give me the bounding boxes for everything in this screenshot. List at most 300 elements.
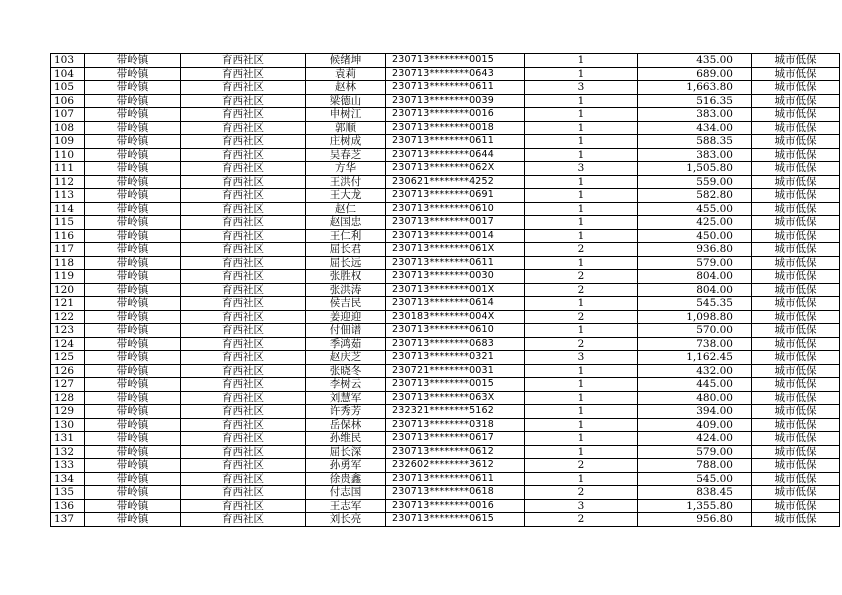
amount-cell: 1,663.80 — [638, 81, 752, 95]
table-row — [51, 256, 840, 270]
assistance-type-cell: 城市低保 — [752, 297, 840, 311]
community-cell: 育西社区 — [181, 378, 306, 392]
table-row — [51, 513, 840, 527]
community-cell: 育西社区 — [181, 418, 306, 432]
recipient-name-cell: 付志国 — [306, 486, 386, 500]
recipient-name-cell: 李树云 — [306, 378, 386, 392]
amount-cell: 435.00 — [638, 54, 752, 68]
recipient-name-cell: 赵庆芝 — [306, 351, 386, 365]
assistance-type-cell: 城市低保 — [752, 108, 840, 122]
id-number-cell: 230721********0031 — [386, 364, 525, 378]
row-number-cell: 106 — [51, 94, 85, 108]
recipient-name-cell: 赵林 — [306, 81, 386, 95]
amount-cell: 579.00 — [638, 256, 752, 270]
table-row — [51, 445, 840, 459]
amount-cell: 425.00 — [638, 216, 752, 230]
row-number-cell: 103 — [51, 54, 85, 68]
household-count-cell: 1 — [525, 94, 638, 108]
id-number-cell: 230621********4252 — [386, 175, 525, 189]
id-number-cell: 230713********0321 — [386, 351, 525, 365]
amount-cell: 1,162.45 — [638, 351, 752, 365]
recipient-name-cell: 侯吉民 — [306, 297, 386, 311]
amount-cell: 1,355.80 — [638, 499, 752, 513]
recipient-name-cell: 孙勇军 — [306, 459, 386, 473]
recipient-name-cell: 张晓冬 — [306, 364, 386, 378]
household-count-cell: 1 — [525, 364, 638, 378]
row-number-cell: 120 — [51, 283, 85, 297]
household-count-cell: 1 — [525, 405, 638, 419]
household-count-cell: 1 — [525, 418, 638, 432]
assistance-type-cell: 城市低保 — [752, 513, 840, 527]
row-number-cell: 131 — [51, 432, 85, 446]
row-number-cell: 135 — [51, 486, 85, 500]
town-cell: 带岭镇 — [85, 445, 181, 459]
household-count-cell: 3 — [525, 81, 638, 95]
id-number-cell: 230713********0610 — [386, 324, 525, 338]
community-cell: 育西社区 — [181, 486, 306, 500]
amount-cell: 434.00 — [638, 121, 752, 135]
id-number-cell: 232602********3612 — [386, 459, 525, 473]
community-cell: 育西社区 — [181, 108, 306, 122]
row-number-cell: 104 — [51, 67, 85, 81]
amount-cell: 788.00 — [638, 459, 752, 473]
table-row — [51, 432, 840, 446]
amount-cell: 455.00 — [638, 202, 752, 216]
row-number-cell: 117 — [51, 243, 85, 257]
assistance-type-cell: 城市低保 — [752, 486, 840, 500]
town-cell: 带岭镇 — [85, 513, 181, 527]
assistance-type-cell: 城市低保 — [752, 67, 840, 81]
town-cell: 带岭镇 — [85, 432, 181, 446]
recipient-name-cell: 屈长君 — [306, 243, 386, 257]
town-cell: 带岭镇 — [85, 216, 181, 230]
community-cell: 育西社区 — [181, 337, 306, 351]
amount-cell: 383.00 — [638, 108, 752, 122]
table-row — [51, 162, 840, 176]
household-count-cell: 1 — [525, 256, 638, 270]
id-number-cell: 230713********0017 — [386, 216, 525, 230]
household-count-cell: 2 — [525, 486, 638, 500]
id-number-cell: 230713********0683 — [386, 337, 525, 351]
table-row — [51, 283, 840, 297]
row-number-cell: 132 — [51, 445, 85, 459]
assistance-type-cell: 城市低保 — [752, 135, 840, 149]
amount-cell: 838.45 — [638, 486, 752, 500]
amount-cell: 545.35 — [638, 297, 752, 311]
row-number-cell: 134 — [51, 472, 85, 486]
household-count-cell: 1 — [525, 135, 638, 149]
town-cell: 带岭镇 — [85, 67, 181, 81]
community-cell: 育西社区 — [181, 364, 306, 378]
recipient-name-cell: 王仁利 — [306, 229, 386, 243]
id-number-cell: 230713********0039 — [386, 94, 525, 108]
recipient-name-cell: 候绪坤 — [306, 54, 386, 68]
town-cell: 带岭镇 — [85, 337, 181, 351]
row-number-cell: 109 — [51, 135, 85, 149]
id-number-cell: 230713********0611 — [386, 81, 525, 95]
assistance-type-cell: 城市低保 — [752, 459, 840, 473]
recipient-name-cell: 孙维民 — [306, 432, 386, 446]
table-row — [51, 216, 840, 230]
town-cell: 带岭镇 — [85, 418, 181, 432]
town-cell: 带岭镇 — [85, 189, 181, 203]
id-number-cell: 230713********001X — [386, 283, 525, 297]
town-cell: 带岭镇 — [85, 405, 181, 419]
household-count-cell: 1 — [525, 108, 638, 122]
table-row — [51, 189, 840, 203]
row-number-cell: 110 — [51, 148, 85, 162]
household-count-cell: 1 — [525, 472, 638, 486]
community-cell: 育西社区 — [181, 256, 306, 270]
row-number-cell: 128 — [51, 391, 85, 405]
row-number-cell: 127 — [51, 378, 85, 392]
assistance-type-cell: 城市低保 — [752, 162, 840, 176]
id-number-cell: 230713********063X — [386, 391, 525, 405]
household-count-cell: 2 — [525, 270, 638, 284]
id-number-cell: 230713********0643 — [386, 67, 525, 81]
row-number-cell: 126 — [51, 364, 85, 378]
row-number-cell: 121 — [51, 297, 85, 311]
row-number-cell: 133 — [51, 459, 85, 473]
community-cell: 育西社区 — [181, 513, 306, 527]
recipient-name-cell: 屈长深 — [306, 445, 386, 459]
recipient-name-cell: 季鸿茹 — [306, 337, 386, 351]
recipient-name-cell: 屈长远 — [306, 256, 386, 270]
table-row — [51, 67, 840, 81]
row-number-cell: 115 — [51, 216, 85, 230]
row-number-cell: 125 — [51, 351, 85, 365]
recipient-name-cell: 申树江 — [306, 108, 386, 122]
town-cell: 带岭镇 — [85, 310, 181, 324]
assistance-type-cell: 城市低保 — [752, 256, 840, 270]
row-number-cell: 116 — [51, 229, 85, 243]
household-count-cell: 1 — [525, 121, 638, 135]
amount-cell: 689.00 — [638, 67, 752, 81]
amount-cell: 383.00 — [638, 148, 752, 162]
recipient-name-cell: 吴春芝 — [306, 148, 386, 162]
town-cell: 带岭镇 — [85, 472, 181, 486]
row-number-cell: 136 — [51, 499, 85, 513]
assistance-type-cell: 城市低保 — [752, 148, 840, 162]
assistance-type-cell: 城市低保 — [752, 54, 840, 68]
household-count-cell: 1 — [525, 148, 638, 162]
community-cell: 育西社区 — [181, 94, 306, 108]
amount-cell: 804.00 — [638, 283, 752, 297]
row-number-cell: 123 — [51, 324, 85, 338]
recipient-name-cell: 岳保林 — [306, 418, 386, 432]
row-number-cell: 124 — [51, 337, 85, 351]
amount-cell: 1,505.80 — [638, 162, 752, 176]
assistance-type-cell: 城市低保 — [752, 337, 840, 351]
amount-cell: 936.80 — [638, 243, 752, 257]
community-cell: 育西社区 — [181, 432, 306, 446]
household-count-cell: 1 — [525, 175, 638, 189]
table-row — [51, 472, 840, 486]
community-cell: 育西社区 — [181, 121, 306, 135]
town-cell: 带岭镇 — [85, 81, 181, 95]
town-cell: 带岭镇 — [85, 324, 181, 338]
community-cell: 育西社区 — [181, 54, 306, 68]
table-row — [51, 270, 840, 284]
town-cell: 带岭镇 — [85, 243, 181, 257]
id-number-cell: 230713********0015 — [386, 54, 525, 68]
community-cell: 育西社区 — [181, 445, 306, 459]
table-row — [51, 378, 840, 392]
recipient-name-cell: 王洪付 — [306, 175, 386, 189]
table-row — [51, 243, 840, 257]
community-cell: 育西社区 — [181, 405, 306, 419]
amount-cell: 516.35 — [638, 94, 752, 108]
town-cell: 带岭镇 — [85, 486, 181, 500]
community-cell: 育西社区 — [181, 202, 306, 216]
household-count-cell: 1 — [525, 202, 638, 216]
community-cell: 育西社区 — [181, 459, 306, 473]
id-number-cell: 230713********0318 — [386, 418, 525, 432]
assistance-type-cell: 城市低保 — [752, 418, 840, 432]
recipient-name-cell: 庄树成 — [306, 135, 386, 149]
row-number-cell: 118 — [51, 256, 85, 270]
town-cell: 带岭镇 — [85, 283, 181, 297]
table-row — [51, 310, 840, 324]
household-count-cell: 3 — [525, 351, 638, 365]
recipient-name-cell: 徐贵鑫 — [306, 472, 386, 486]
table-row — [51, 121, 840, 135]
town-cell: 带岭镇 — [85, 162, 181, 176]
assistance-type-cell: 城市低保 — [752, 94, 840, 108]
household-count-cell: 1 — [525, 297, 638, 311]
assistance-type-cell: 城市低保 — [752, 229, 840, 243]
assistance-type-cell: 城市低保 — [752, 243, 840, 257]
id-number-cell: 230713********0611 — [386, 472, 525, 486]
town-cell: 带岭镇 — [85, 297, 181, 311]
id-number-cell: 232321********5162 — [386, 405, 525, 419]
id-number-cell: 230713********061X — [386, 243, 525, 257]
id-number-cell: 230713********0644 — [386, 148, 525, 162]
household-count-cell: 1 — [525, 432, 638, 446]
household-count-cell: 1 — [525, 67, 638, 81]
community-cell: 育西社区 — [181, 135, 306, 149]
row-number-cell: 108 — [51, 121, 85, 135]
amount-cell: 1,098.80 — [638, 310, 752, 324]
row-number-cell: 130 — [51, 418, 85, 432]
household-count-cell: 1 — [525, 189, 638, 203]
table-row — [51, 499, 840, 513]
assistance-type-cell: 城市低保 — [752, 324, 840, 338]
recipient-name-cell: 王大龙 — [306, 189, 386, 203]
assistance-type-cell: 城市低保 — [752, 391, 840, 405]
id-number-cell: 230713********0016 — [386, 108, 525, 122]
community-cell: 育西社区 — [181, 351, 306, 365]
assistance-type-cell: 城市低保 — [752, 121, 840, 135]
table-row — [51, 351, 840, 365]
row-number-cell: 129 — [51, 405, 85, 419]
recipient-name-cell: 王志军 — [306, 499, 386, 513]
household-count-cell: 2 — [525, 310, 638, 324]
assistance-type-cell: 城市低保 — [752, 432, 840, 446]
household-count-cell: 1 — [525, 445, 638, 459]
household-count-cell: 3 — [525, 499, 638, 513]
table-row — [51, 148, 840, 162]
table-row — [51, 418, 840, 432]
community-cell: 育西社区 — [181, 324, 306, 338]
recipient-name-cell: 赵国忠 — [306, 216, 386, 230]
amount-cell: 559.00 — [638, 175, 752, 189]
table-row — [51, 337, 840, 351]
amount-cell: 579.00 — [638, 445, 752, 459]
table-row — [51, 459, 840, 473]
recipient-name-cell: 许秀芳 — [306, 405, 386, 419]
assistance-type-cell: 城市低保 — [752, 81, 840, 95]
assistance-type-cell: 城市低保 — [752, 202, 840, 216]
assistance-type-cell: 城市低保 — [752, 364, 840, 378]
amount-cell: 480.00 — [638, 391, 752, 405]
amount-cell: 424.00 — [638, 432, 752, 446]
household-count-cell: 3 — [525, 162, 638, 176]
recipient-name-cell: 刘慧军 — [306, 391, 386, 405]
row-number-cell: 114 — [51, 202, 85, 216]
row-number-cell: 119 — [51, 270, 85, 284]
subsidy-roster-sheet — [50, 53, 840, 527]
household-count-cell: 1 — [525, 229, 638, 243]
id-number-cell: 230713********0691 — [386, 189, 525, 203]
amount-cell: 956.80 — [638, 513, 752, 527]
row-number-cell: 113 — [51, 189, 85, 203]
household-count-cell: 2 — [525, 459, 638, 473]
recipient-name-cell: 张胜权 — [306, 270, 386, 284]
town-cell: 带岭镇 — [85, 364, 181, 378]
assistance-type-cell: 城市低保 — [752, 310, 840, 324]
household-count-cell: 1 — [525, 391, 638, 405]
household-count-cell: 2 — [525, 283, 638, 297]
amount-cell: 588.35 — [638, 135, 752, 149]
amount-cell: 409.00 — [638, 418, 752, 432]
town-cell: 带岭镇 — [85, 351, 181, 365]
table-row — [51, 81, 840, 95]
amount-cell: 582.80 — [638, 189, 752, 203]
recipient-name-cell: 付佃谱 — [306, 324, 386, 338]
town-cell: 带岭镇 — [85, 378, 181, 392]
community-cell: 育西社区 — [181, 472, 306, 486]
table-row — [51, 324, 840, 338]
town-cell: 带岭镇 — [85, 121, 181, 135]
id-number-cell: 230713********0615 — [386, 513, 525, 527]
id-number-cell: 230713********0611 — [386, 256, 525, 270]
town-cell: 带岭镇 — [85, 54, 181, 68]
id-number-cell: 230713********062X — [386, 162, 525, 176]
roster-table — [50, 53, 840, 527]
id-number-cell: 230713********0618 — [386, 486, 525, 500]
town-cell: 带岭镇 — [85, 256, 181, 270]
assistance-type-cell: 城市低保 — [752, 405, 840, 419]
table-row — [51, 229, 840, 243]
household-count-cell: 2 — [525, 243, 638, 257]
id-number-cell: 230713********0614 — [386, 297, 525, 311]
community-cell: 育西社区 — [181, 216, 306, 230]
id-number-cell: 230713********0617 — [386, 432, 525, 446]
recipient-name-cell: 梁德山 — [306, 94, 386, 108]
town-cell: 带岭镇 — [85, 499, 181, 513]
amount-cell: 570.00 — [638, 324, 752, 338]
row-number-cell: 111 — [51, 162, 85, 176]
amount-cell: 450.00 — [638, 229, 752, 243]
community-cell: 育西社区 — [181, 175, 306, 189]
assistance-type-cell: 城市低保 — [752, 283, 840, 297]
id-number-cell: 230713********0018 — [386, 121, 525, 135]
row-number-cell: 122 — [51, 310, 85, 324]
recipient-name-cell: 姜迎迎 — [306, 310, 386, 324]
id-number-cell: 230183********004X — [386, 310, 525, 324]
assistance-type-cell: 城市低保 — [752, 216, 840, 230]
amount-cell: 432.00 — [638, 364, 752, 378]
town-cell: 带岭镇 — [85, 229, 181, 243]
household-count-cell: 1 — [525, 378, 638, 392]
id-number-cell: 230713********0030 — [386, 270, 525, 284]
community-cell: 育西社区 — [181, 189, 306, 203]
community-cell: 育西社区 — [181, 148, 306, 162]
community-cell: 育西社区 — [181, 162, 306, 176]
household-count-cell: 2 — [525, 337, 638, 351]
community-cell: 育西社区 — [181, 243, 306, 257]
recipient-name-cell: 方华 — [306, 162, 386, 176]
row-number-cell: 107 — [51, 108, 85, 122]
amount-cell: 804.00 — [638, 270, 752, 284]
assistance-type-cell: 城市低保 — [752, 445, 840, 459]
town-cell: 带岭镇 — [85, 135, 181, 149]
id-number-cell: 230713********0016 — [386, 499, 525, 513]
id-number-cell: 230713********0612 — [386, 445, 525, 459]
id-number-cell: 230713********0015 — [386, 378, 525, 392]
community-cell: 育西社区 — [181, 270, 306, 284]
table-row — [51, 405, 840, 419]
town-cell: 带岭镇 — [85, 202, 181, 216]
community-cell: 育西社区 — [181, 310, 306, 324]
table-row — [51, 364, 840, 378]
amount-cell: 394.00 — [638, 405, 752, 419]
recipient-name-cell: 张洪涛 — [306, 283, 386, 297]
table-row — [51, 108, 840, 122]
assistance-type-cell: 城市低保 — [752, 189, 840, 203]
community-cell: 育西社区 — [181, 297, 306, 311]
community-cell: 育西社区 — [181, 81, 306, 95]
community-cell: 育西社区 — [181, 229, 306, 243]
row-number-cell: 112 — [51, 175, 85, 189]
table-row — [51, 391, 840, 405]
id-number-cell: 230713********0014 — [386, 229, 525, 243]
household-count-cell: 2 — [525, 513, 638, 527]
table-row — [51, 94, 840, 108]
town-cell: 带岭镇 — [85, 175, 181, 189]
town-cell: 带岭镇 — [85, 148, 181, 162]
table-row — [51, 202, 840, 216]
row-number-cell: 137 — [51, 513, 85, 527]
household-count-cell: 1 — [525, 324, 638, 338]
community-cell: 育西社区 — [181, 499, 306, 513]
recipient-name-cell: 赵仁 — [306, 202, 386, 216]
assistance-type-cell: 城市低保 — [752, 378, 840, 392]
community-cell: 育西社区 — [181, 283, 306, 297]
amount-cell: 545.00 — [638, 472, 752, 486]
roster-body — [51, 54, 840, 527]
town-cell: 带岭镇 — [85, 270, 181, 284]
household-count-cell: 1 — [525, 216, 638, 230]
assistance-type-cell: 城市低保 — [752, 499, 840, 513]
amount-cell: 445.00 — [638, 378, 752, 392]
id-number-cell: 230713********0610 — [386, 202, 525, 216]
town-cell: 带岭镇 — [85, 94, 181, 108]
assistance-type-cell: 城市低保 — [752, 175, 840, 189]
community-cell: 育西社区 — [181, 391, 306, 405]
recipient-name-cell: 袁莉 — [306, 67, 386, 81]
